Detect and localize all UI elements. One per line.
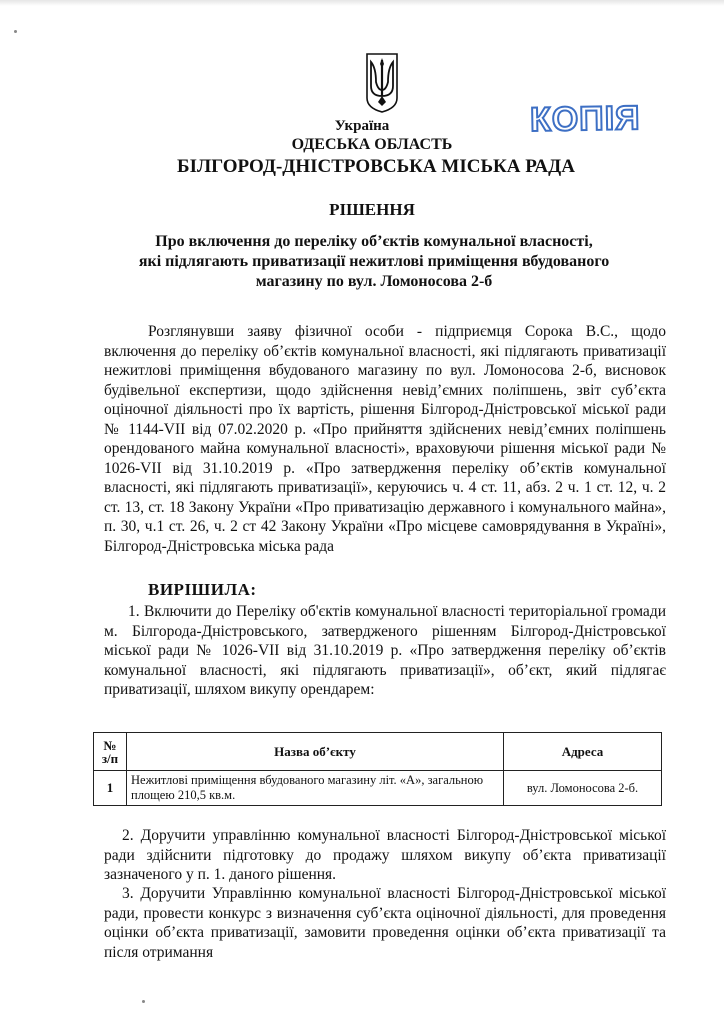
resolution-item-1	[104, 602, 666, 700]
scan-speck	[14, 30, 17, 33]
preamble-text: Розглянувши заяву фізичної особи - підприємця Сорока В.С., щодо включення до переліку об’єктів комунальної власності, які підлягають приватизації нежитлові приміщення вбудованого магазину по вул. Ломоносова 2-б, висновок будівельної експертизи, щодо здійснення невід’ємних поліпшень, звіт суб’єкта оціночної діяльності про їх вартість, рішення Білгород-Дністровської міської ради № 1144-VII від 07.02.2020 р. «Про прийняття здійснених невід’ємних поліпшень орендованого майна комунальної власності», враховуючи рішення міської ради № 1026-VII від 31.10.2019 р. «Про затвердження переліку об’єктів комунальної власності, які підлягають приватизації», керуючись ч. 4 ст. 11, абз. 2 ч. 1 ст. 12, ч. 2 ст. 13, ст. 18 Закону України «Про приватизацію державного і комунального майна», п. 30, ч.1 ст. 26, ч. 2 ст 42 Закону України «Про місцеве самоврядування в Україні», Білгород-Дністровська міська рада	[104, 323, 666, 555]
table-header-row	[94, 733, 662, 771]
object-address: вул. Ломоносова 2-б.	[504, 771, 662, 806]
column-header-name: Назва об’єкту	[127, 733, 504, 771]
table-row	[94, 771, 662, 806]
scan-speck	[142, 1000, 145, 1003]
object-name: Нежитлові приміщення вбудованого магазину літ. «А», загальною площею 210,5 кв.м.	[127, 771, 504, 806]
privatization-objects-table	[93, 732, 662, 806]
council-heading: БІЛГОРОД-ДНІСТРОВСЬКА МІСЬКА РАДА	[177, 156, 575, 177]
decision-title: РІШЕННЯ	[329, 200, 415, 219]
item-1-text: 1. Включити до Переліку об'єктів комунальної власності територіальної громади м. Білгорода-Дністровського, затвердженого рішенням Білгород-Дністровської міської ради № 1026-VII від 31.10.2019 р. «Про затвердження переліку об’єктів комунальної власності, які підлягають приватизації», об’єкт, який підлягає приватизації, шляхом викупу орендарем:	[104, 603, 666, 698]
decision-subject	[12, 232, 724, 292]
scan-edge-shadow	[0, 0, 724, 6]
trident-icon	[364, 52, 400, 114]
country-heading: Україна	[334, 118, 390, 134]
row-number: 1	[94, 771, 127, 806]
region-heading: ОДЕСЬКА ОБЛАСТЬ	[291, 136, 453, 153]
subject-line: магазину по вул. Ломоносова 2-б	[255, 273, 493, 290]
column-header-address: Адреса	[504, 733, 662, 771]
subject-line: Про включення до переліку об’єктів комунальної власності,	[155, 233, 593, 250]
preamble-paragraph	[104, 322, 666, 556]
item-3-text: 3. Доручити Управлінню комунальної власності Білгород-Дністровської міської ради, провести конкурс з визначення суб’єкта оціночної діяльності, для проведення оцінки об’єкта приватизації, замовити проведення оцінки об’єкта приватизації та після отримання	[104, 885, 666, 961]
resolution-item-2	[104, 826, 666, 885]
resolved-label: ВИРІШИЛА:	[148, 580, 257, 599]
column-header-number: № з/п	[94, 733, 127, 771]
subject-line: які підлягають приватизації нежитлові приміщення вбудованого	[138, 253, 610, 270]
item-2-text: 2. Доручити управлінню комунальної власності Білгород-Дністровської міської ради здійснити підготовку до продажу шляхом викупу об’єкта приватизації зазначеного у п. 1. даного рішення.	[104, 827, 666, 883]
resolution-item-3	[104, 884, 666, 962]
copy-stamp: КОПІЯ	[529, 99, 641, 139]
